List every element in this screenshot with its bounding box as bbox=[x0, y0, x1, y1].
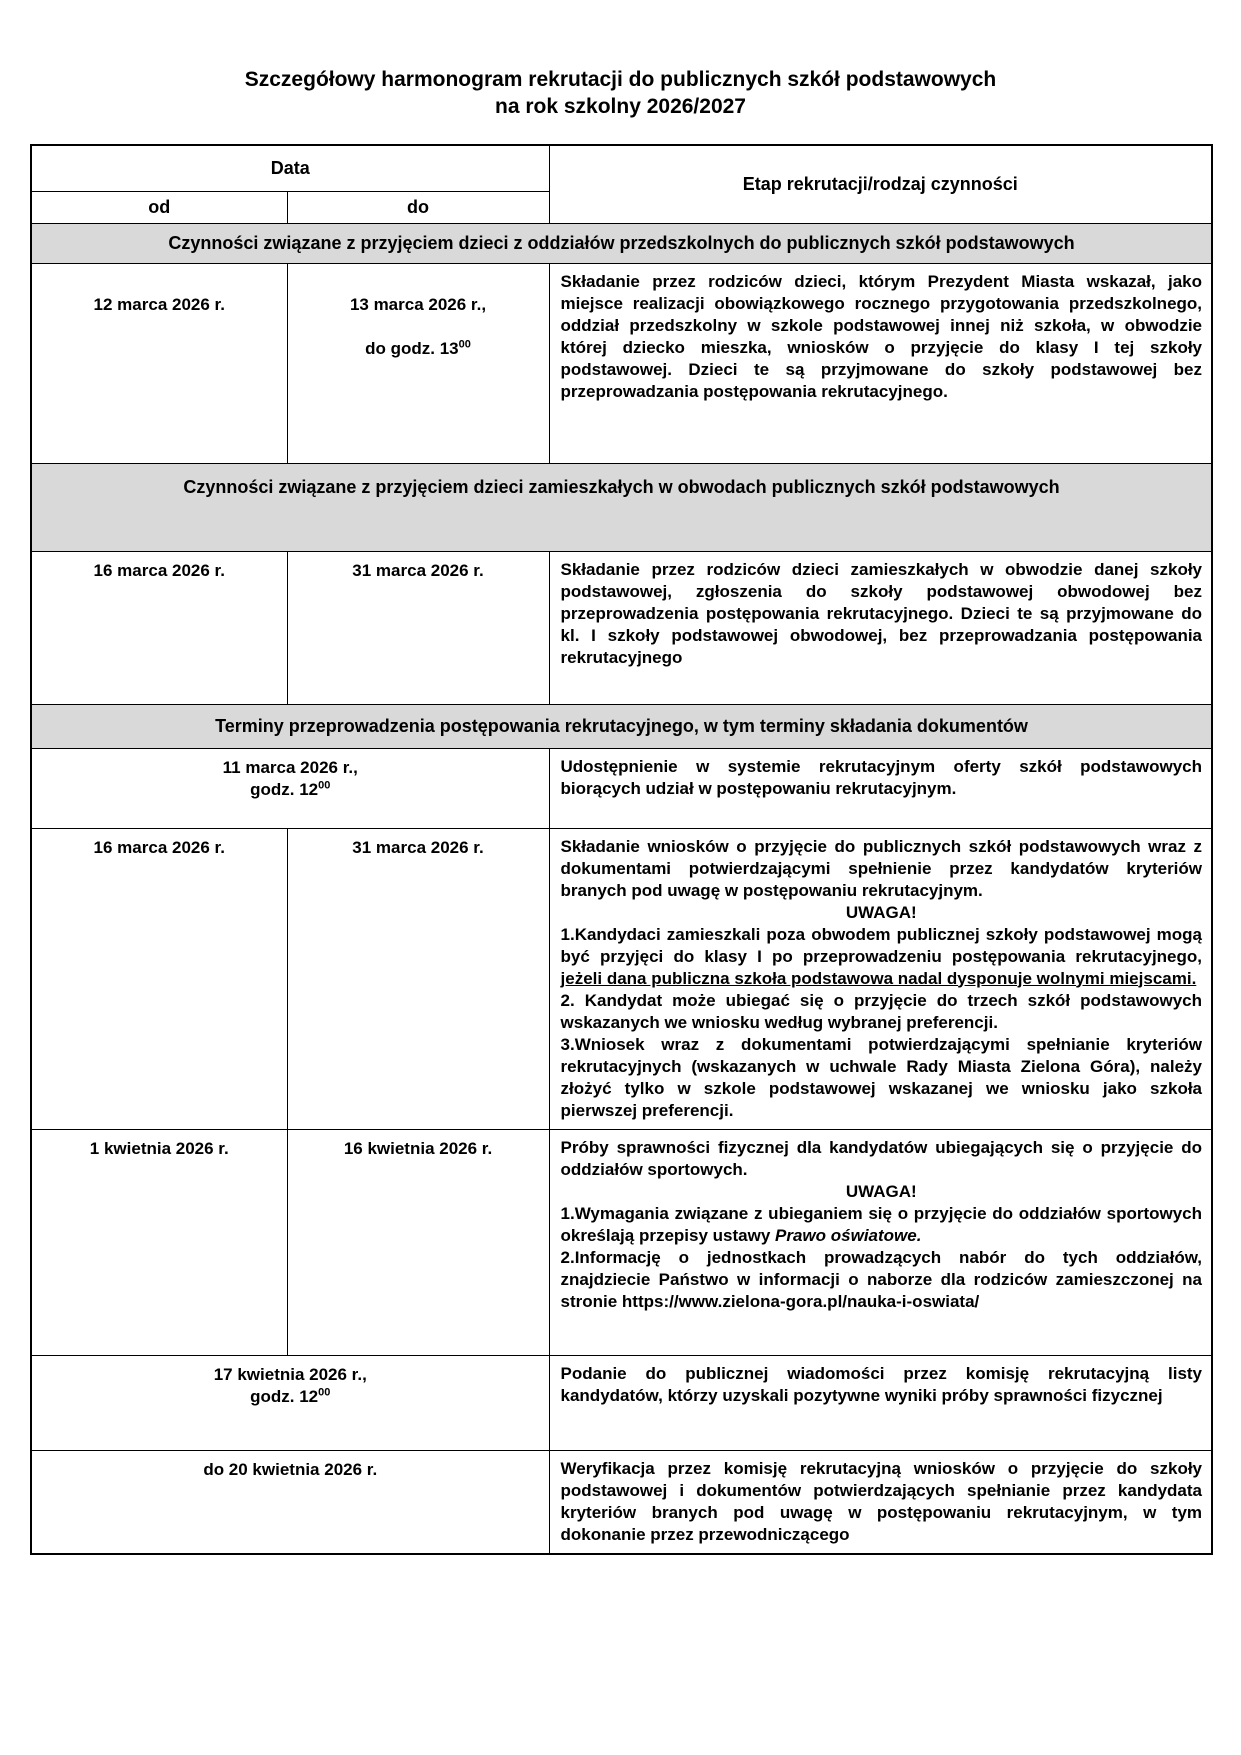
date-from-cell bbox=[31, 1129, 287, 1355]
text-run: Prawo oświatowe. bbox=[775, 1225, 922, 1245]
note-heading bbox=[561, 902, 1203, 924]
text-block bbox=[294, 1138, 543, 1160]
text-run: 1.Kandydaci zamieszkali poza obwodem publicznej szkoły podstawowej mogą być przyjęci do klasy I po przeprowadzeniu postępowania rekrutacyjnego, bbox=[560, 924, 1203, 966]
stage-cell bbox=[549, 551, 1212, 704]
text-run: do godz. 13 bbox=[365, 338, 459, 358]
text-block bbox=[38, 1364, 543, 1386]
text-block bbox=[38, 1459, 543, 1481]
schedule-row bbox=[31, 828, 1212, 1129]
section-row bbox=[31, 463, 1212, 551]
text-run: Weryfikacja przez komisję rekrutacyjną wniosków o przyjęcie do szkoły podstawowej i dokumentów potwierdzających spełnianie przez kandydata kryteriów branych pod uwagę w postępowaniu rekrutacyjnym, w tym dokonanie przez przewodniczącego bbox=[560, 1458, 1203, 1544]
text-run: 16 marca 2026 r. bbox=[93, 560, 225, 580]
text-run: 31 marca 2026 r. bbox=[352, 837, 484, 857]
text-block bbox=[561, 1137, 1203, 1181]
stage-cell bbox=[549, 828, 1212, 1129]
text-run: 13 marca 2026 r., bbox=[349, 294, 487, 314]
stage-cell bbox=[549, 1450, 1212, 1554]
text-block bbox=[561, 1363, 1203, 1407]
stage-cell bbox=[549, 748, 1212, 828]
date-range-cell bbox=[31, 1450, 549, 1554]
text-run: Próby sprawności fizycznej dla kandydatów ubiegających się o przyjęcie do oddziałów sportowych. bbox=[560, 1137, 1203, 1179]
text-block bbox=[38, 779, 543, 801]
text-run: Udostępnienie w systemie rekrutacyjnym oferty szkół podstawowych biorących udział w postępowaniu rekrutacyjnym. bbox=[560, 756, 1203, 798]
text-run: 17 kwietnia 2026 r., bbox=[213, 1364, 367, 1384]
date-range-cell bbox=[31, 1355, 549, 1450]
schedule-row bbox=[31, 1129, 1212, 1355]
text-run: 2.Informację o jednostkach prowadzących nabór do tych oddziałów, znajdziecie Państwo w informacji o naborze dla rodziców zamieszczonej na stronie https://www.zielona-gora.pl/nauka-i-oswiata/ bbox=[560, 1247, 1203, 1311]
column-header-data: Data bbox=[31, 145, 549, 191]
column-header-do: do bbox=[287, 191, 549, 223]
header-row-data bbox=[31, 145, 1212, 191]
text-block bbox=[38, 560, 281, 582]
text-run: UWAGA! bbox=[845, 902, 917, 922]
stage-cell bbox=[549, 1129, 1212, 1355]
schedule-row bbox=[31, 263, 1212, 463]
text-run: 3.Wniosek wraz z dokumentami potwierdzającymi spełnianie kryteriów rekrutacyjnych (wskazanych w uchwale Rady Miasta Zielona Góra), należy złożyć tylko w szkole podstawowej wskazanej we wniosku jako szkoła pierwszej preferencji. bbox=[560, 1034, 1203, 1120]
page-title-line1: Szczegółowy harmonogram rekrutacji do publicznych szkół podstawowych bbox=[244, 68, 997, 91]
column-header-etap: Etap rekrutacji/rodzaj czynności bbox=[549, 145, 1212, 223]
text-block bbox=[38, 1386, 543, 1408]
date-range-cell bbox=[31, 748, 549, 828]
text-run: 16 kwietnia 2026 r. bbox=[343, 1138, 493, 1158]
text-block bbox=[38, 294, 281, 316]
recruitment-schedule-table bbox=[30, 144, 1213, 1555]
section-row bbox=[31, 704, 1212, 748]
date-to-cell bbox=[287, 828, 549, 1129]
note-heading bbox=[561, 1181, 1203, 1203]
schedule-row bbox=[31, 551, 1212, 704]
text-run: 1.Wymagania związane z ubieganiem się o przyjęcie do oddziałów sportowych określają przepisy ustawy bbox=[560, 1203, 1203, 1245]
text-block bbox=[561, 1458, 1203, 1546]
text-run: 1 kwietnia 2026 r. bbox=[89, 1138, 229, 1158]
date-to-cell bbox=[287, 263, 549, 463]
text-block bbox=[294, 837, 543, 859]
text-block bbox=[38, 837, 281, 859]
text-block bbox=[294, 338, 543, 360]
text-block bbox=[561, 1034, 1203, 1122]
text-run: 11 marca 2026 r., bbox=[222, 757, 358, 777]
text-run: UWAGA! bbox=[845, 1181, 917, 1201]
text-block bbox=[561, 924, 1203, 990]
text-block bbox=[561, 756, 1203, 800]
text-block bbox=[561, 1203, 1203, 1247]
text-block bbox=[561, 271, 1203, 403]
section-header-cell: Terminy przeprowadzenia postępowania rekrutacyjnego, w tym terminy składania dokumentów bbox=[31, 704, 1212, 748]
date-from-cell bbox=[31, 828, 287, 1129]
column-header-od: od bbox=[31, 191, 287, 223]
text-block bbox=[294, 294, 543, 316]
text-run: 2. Kandydat może ubiegać się o przyjęcie do trzech szkół podstawowych wskazanych we wniosku według wybranej preferencji. bbox=[560, 990, 1203, 1032]
text-block bbox=[561, 559, 1203, 669]
date-to-cell bbox=[287, 551, 549, 704]
text-run: Składanie przez rodziców dzieci zamieszkałych w obwodzie danej szkoły podstawowej, zgłoszenia do szkoły podstawowej obwodowej bez przeprowadzenia postępowania rekrutacyjnego. Dzieci te są przyjmowane do kl. I szkoły podstawowej obwodowej, bez przeprowadzania postępowania rekrutacyjnego bbox=[560, 559, 1203, 667]
text-run: jeżeli dana publiczna szkoła podstawowa nadal dysponuje wolnymi miejscami. bbox=[560, 968, 1197, 988]
date-from-cell bbox=[31, 263, 287, 463]
text-block bbox=[561, 990, 1203, 1034]
text-block bbox=[38, 757, 543, 779]
schedule-body bbox=[31, 223, 1212, 1554]
text-run: 31 marca 2026 r. bbox=[352, 560, 484, 580]
text-block bbox=[294, 560, 543, 582]
stage-cell bbox=[549, 1355, 1212, 1450]
section-header-cell: Czynności związane z przyjęciem dzieci zamieszkałych w obwodach publicznych szkół podstawowych bbox=[31, 463, 1212, 551]
text-run: 16 marca 2026 r. bbox=[93, 837, 225, 857]
text-block bbox=[561, 1247, 1203, 1313]
text-run: godz. 12 bbox=[250, 779, 319, 799]
schedule-row-merged bbox=[31, 748, 1212, 828]
superscript-time: 00 bbox=[318, 1385, 331, 1398]
page-title-line2: na rok szkolny 2026/2027 bbox=[495, 95, 746, 118]
superscript-time: 00 bbox=[458, 337, 471, 350]
text-run: 12 marca 2026 r. bbox=[93, 294, 225, 314]
text-run: Składanie wniosków o przyjęcie do publicznych szkół podstawowych wraz z dokumentami potwierdzającymi spełnienie przez kandydatów kryteriów branych pod uwagę w postępowaniu rekrutacyjnym. bbox=[560, 836, 1203, 900]
section-row bbox=[31, 223, 1212, 263]
section-header-cell: Czynności związane z przyjęciem dzieci z oddziałów przedszkolnych do publicznych szkół podstawowych bbox=[31, 223, 1212, 263]
table-header bbox=[31, 145, 1212, 223]
stage-cell bbox=[549, 263, 1212, 463]
superscript-time: 00 bbox=[318, 778, 331, 791]
date-to-cell bbox=[287, 1129, 549, 1355]
text-run: godz. 12 bbox=[250, 1386, 319, 1406]
schedule-row-merged bbox=[31, 1450, 1212, 1554]
page-title bbox=[30, 66, 1211, 120]
schedule-row-merged bbox=[31, 1355, 1212, 1450]
text-run: Składanie przez rodziców dzieci, którym Prezydent Miasta wskazał, jako miejsce realizacji obowiązkowego rocznego przygotowania przedszkolnego, oddział przedszkolny w szkole podstawowej innej niż szkoła, w obwodzie której dziecko mieszka, wniosków o przyjęcie do klasy I tej szkoły podstawowej. Dzieci te są przyjmowane do szkoły podstawowej bez przeprowadzania postępowania rekrutacyjnego. bbox=[560, 271, 1203, 401]
text-run: do 20 kwietnia 2026 r. bbox=[203, 1459, 378, 1479]
text-run: Podanie do publicznej wiadomości przez komisję rekrutacyjną listy kandydatów, którzy uzyskali pozytywne wyniki próby sprawności fizycznej bbox=[560, 1363, 1203, 1405]
text-block bbox=[561, 836, 1203, 902]
date-from-cell bbox=[31, 551, 287, 704]
text-block bbox=[38, 1138, 281, 1160]
